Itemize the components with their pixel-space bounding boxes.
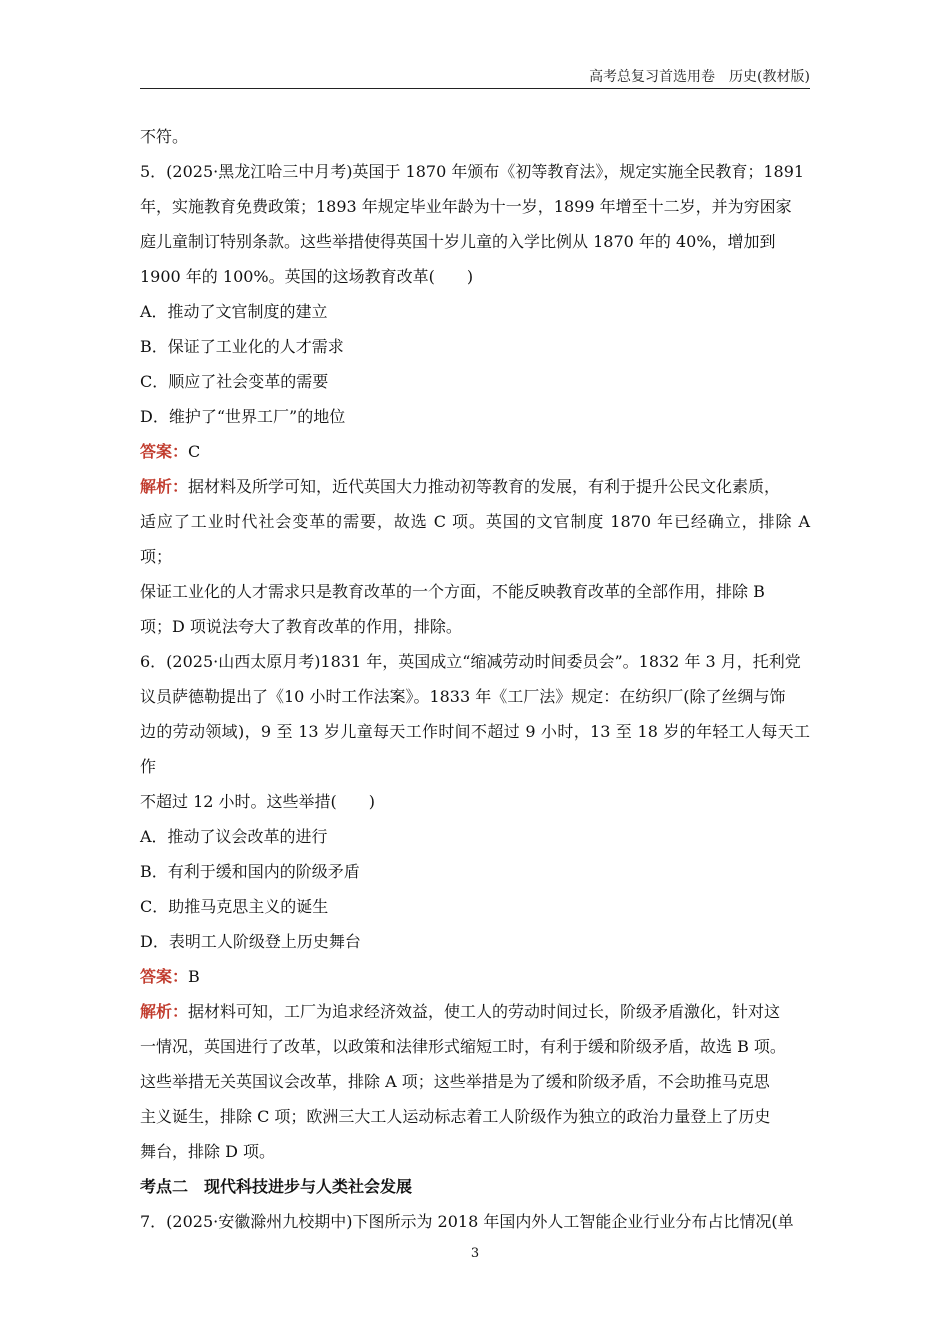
analysis-line: 这些举措无关英国议会改革，排除 A 项；这些举措是为了缓和阶级矛盾，不会助推马克思	[140, 1072, 770, 1091]
option-c: C．助推马克思主义的诞生	[140, 897, 329, 916]
analysis-text: 据材料及所学可知，近代英国大力推动初等教育的发展，有利于提升公民文化素质，	[188, 477, 781, 496]
option-d: D．维护了“世界工厂”的地位	[140, 407, 346, 426]
running-header: 高考总复习首选用卷 历史(教材版)	[589, 69, 810, 85]
question-7-stem: 7．(2025·安徽滁州九校期中)下图所示为 2018 年国内外人工智能企业行业分布占比情况(单	[140, 1212, 794, 1231]
question-5	[140, 154, 810, 644]
page-content	[140, 119, 810, 1239]
analysis-label: 解析：	[140, 1002, 189, 1021]
analysis-line: 主义诞生，排除 C 项；欧洲三大工人运动标志着工人阶级作为独立的政治力量登上了历史	[140, 1107, 771, 1126]
analysis-label: 解析：	[140, 477, 189, 496]
question-stem-line: 6．(2025·山西太原月考)1831 年，英国成立“缩减劳动时间委员会”。1832 年 3 月，托利党	[140, 652, 801, 671]
analysis-line	[140, 469, 810, 504]
analysis-line: 舞台，排除 D 项。	[140, 1142, 276, 1161]
section-heading: 考点二 现代科技进步与人类社会发展	[140, 1177, 413, 1196]
header-rule	[140, 88, 810, 89]
question-stem-line: 5．(2025·黑龙江哈三中月考)英国于 1870 年颁布《初等教育法》，规定实施全民教育；1891	[140, 162, 805, 181]
question-6	[140, 644, 810, 1169]
question-stem-line: 议员萨德勒提出了《10 小时工作法案》。1833 年《工厂法》规定：在纺织厂(除了丝绸与饰	[140, 687, 786, 706]
answer-label: 答案：	[140, 967, 189, 986]
answer-line	[140, 434, 810, 469]
analysis-line: 项；D 项说法夸大了教育改革的作用，排除。	[140, 617, 462, 636]
question-stem-line: 边的劳动领域)，9 至 13 岁儿童每天工作时间不超过 9 小时，13 至 18 岁的年轻工人每天工作	[140, 722, 810, 776]
answer-line	[140, 959, 810, 994]
option-d: D．表明工人阶级登上历史舞台	[140, 932, 361, 951]
answer-value: B	[188, 967, 200, 986]
analysis-line	[140, 994, 810, 1029]
question-stem-line: 庭儿童制订特别条款。这些举措使得英国十岁儿童的入学比例从 1870 年的 40%，增加到	[140, 232, 776, 251]
option-a: A．推动了议会改革的进行	[140, 827, 328, 846]
text-line: 不符。	[140, 127, 189, 146]
analysis-text: 据材料可知，工厂为追求经济效益，使工人的劳动时间过长，阶级矛盾激化，针对这	[188, 1002, 781, 1021]
question-stem-line: 不超过 12 小时。这些举措( )	[140, 792, 376, 811]
question-stem-line: 1900 年的 100%。英国的这场教育改革( )	[140, 267, 474, 286]
analysis-line: 适应了工业时代社会变革的需要，故选 C 项。英国的文官制度 1870 年已经确立，排除 A 项；	[140, 512, 810, 566]
question-stem-line: 年，实施教育免费政策；1893 年规定毕业年龄为十一岁，1899 年增至十二岁，并为穷困家	[140, 197, 792, 216]
analysis-line: 保证工业化的人才需求只是教育改革的一个方面，不能反映教育改革的全部作用，排除 B	[140, 582, 765, 601]
answer-value: C	[188, 442, 201, 461]
option-a: A．推动了文官制度的建立	[140, 302, 328, 321]
option-c: C．顺应了社会变革的需要	[140, 372, 329, 391]
option-b: B．保证了工业化的人才需求	[140, 337, 344, 356]
analysis-line: 一情况，英国进行了改革，以政策和法律形式缩短工时，有利于缓和阶级矛盾，故选 B 项。	[140, 1037, 786, 1056]
page-number: 3	[470, 1246, 480, 1261]
answer-label: 答案：	[140, 442, 189, 461]
option-b: B．有利于缓和国内的阶级矛盾	[140, 862, 360, 881]
